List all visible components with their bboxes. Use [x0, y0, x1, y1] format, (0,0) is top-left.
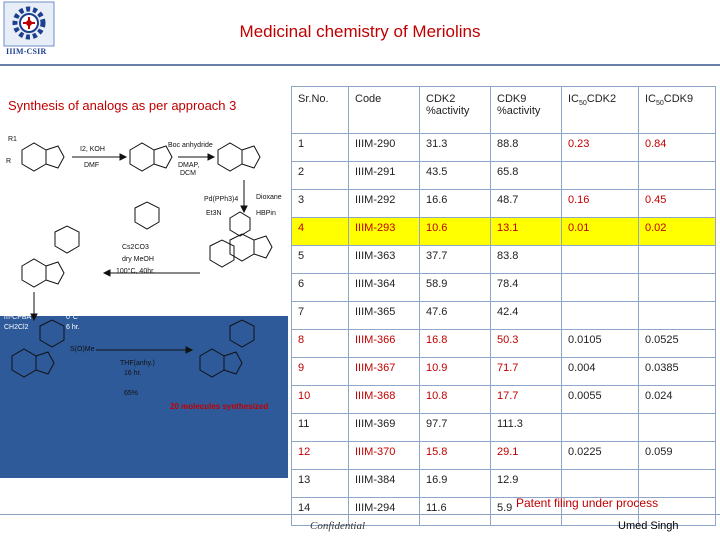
- cell-cdk2-activity: 58.9: [420, 274, 491, 302]
- scheme-label: m-CPBA: [4, 314, 32, 321]
- scheme-label: R1: [8, 136, 17, 143]
- cell-ic50-cdk9: 0.84: [639, 134, 716, 162]
- scheme-label: DMF: [84, 162, 100, 169]
- scheme-label: 100°C, 40hr.: [116, 268, 155, 275]
- cell-ic50-cdk9: 0.059: [639, 442, 716, 470]
- cell-code: IIIM-367: [349, 358, 420, 386]
- cell-ic50-cdk9: [639, 414, 716, 442]
- cell-code: IIIM-364: [349, 274, 420, 302]
- scheme-label: 0°C: [66, 314, 78, 321]
- logo-text: IIIM-CSIR: [6, 47, 47, 56]
- cell-code: IIIM-384: [349, 470, 420, 498]
- cell-ic50-cdk9: 0.024: [639, 386, 716, 414]
- cell-ic50-cdk2: 0.23: [562, 134, 639, 162]
- cell-cdk2-activity: 11.6: [420, 498, 491, 526]
- cell-cdk9-activity: 71.7: [491, 358, 562, 386]
- cell-sr-no: 1: [292, 134, 349, 162]
- header-cdk9-activity: CDK9 %activity: [491, 87, 562, 134]
- header-divider: [0, 64, 720, 66]
- cell-ic50-cdk2: [562, 302, 639, 330]
- cell-code: IIIM-366: [349, 330, 420, 358]
- cell-cdk9-activity: 111.3: [491, 414, 562, 442]
- cell-sr-no: 7: [292, 302, 349, 330]
- author-name: Umed Singh: [618, 520, 679, 532]
- cell-cdk2-activity: 47.6: [420, 302, 491, 330]
- cell-ic50-cdk2: [562, 274, 639, 302]
- cell-cdk2-activity: 16.8: [420, 330, 491, 358]
- cell-cdk9-activity: 17.7: [491, 386, 562, 414]
- cell-cdk9-activity: 42.4: [491, 302, 562, 330]
- scheme-label: dry MeOH: [122, 256, 154, 263]
- cell-cdk2-activity: 31.3: [420, 134, 491, 162]
- cell-ic50-cdk9: [639, 302, 716, 330]
- confidential-label: Confidential: [310, 520, 365, 532]
- cell-sr-no: 12: [292, 442, 349, 470]
- header-code: Code: [349, 87, 420, 134]
- cell-cdk2-activity: 43.5: [420, 162, 491, 190]
- cell-cdk9-activity: 50.3: [491, 330, 562, 358]
- scheme-label: THF(anhy.): [120, 360, 155, 367]
- scheme-label: Et3N: [206, 210, 222, 217]
- table-row: [292, 274, 716, 302]
- cell-sr-no: 5: [292, 246, 349, 274]
- footer-divider: [0, 514, 720, 515]
- scheme-subtitle: Synthesis of analogs as per approach 3: [8, 98, 237, 113]
- cell-ic50-cdk9: [639, 274, 716, 302]
- cell-sr-no: 11: [292, 414, 349, 442]
- scheme-label: S(O)Me: [70, 346, 95, 353]
- cell-cdk2-activity: 97.7: [420, 414, 491, 442]
- cell-ic50-cdk9: [639, 246, 716, 274]
- table-header-row: [292, 87, 716, 134]
- table-row: [292, 358, 716, 386]
- cell-sr-no: 2: [292, 162, 349, 190]
- cdk-activity-table: [291, 86, 716, 526]
- cell-ic50-cdk2: [562, 246, 639, 274]
- cell-cdk9-activity: 13.1: [491, 218, 562, 246]
- header-ic50-cdk2: $IC_{50}CDK2$: [562, 87, 639, 134]
- cell-ic50-cdk2: 0.004: [562, 358, 639, 386]
- cell-ic50-cdk2: 0.01: [562, 218, 639, 246]
- cell-ic50-cdk9: 0.0525: [639, 330, 716, 358]
- table-row: [292, 442, 716, 470]
- cell-cdk9-activity: 12.9: [491, 470, 562, 498]
- cell-ic50-cdk2: 0.0105: [562, 330, 639, 358]
- cell-ic50-cdk9: 0.0385: [639, 358, 716, 386]
- cell-cdk9-activity: 5.9: [491, 498, 562, 526]
- header-ic50-cdk9: $IC_{50}CDK9$: [639, 87, 716, 134]
- cell-code: IIIM-365: [349, 302, 420, 330]
- cell-sr-no: 8: [292, 330, 349, 358]
- slide-title: Medicinal chemistry of Meriolins: [239, 22, 481, 41]
- table-row: [292, 246, 716, 274]
- table-row: [292, 414, 716, 442]
- cell-cdk2-activity: 16.6: [420, 190, 491, 218]
- cell-ic50-cdk9: 0.45: [639, 190, 716, 218]
- cell-code: IIIM-363: [349, 246, 420, 274]
- table-row: [292, 386, 716, 414]
- scheme-label: 65%: [124, 390, 139, 397]
- cell-sr-no: 9: [292, 358, 349, 386]
- cell-code: IIIM-368: [349, 386, 420, 414]
- cell-cdk9-activity: 65.8: [491, 162, 562, 190]
- cell-cdk2-activity: 16.9: [420, 470, 491, 498]
- cell-ic50-cdk2: 0.16: [562, 190, 639, 218]
- scheme-label: HBPin: [256, 210, 276, 217]
- patent-note: Patent filing under process: [516, 496, 659, 510]
- cell-cdk9-activity: 83.8: [491, 246, 562, 274]
- table-row: [292, 218, 716, 246]
- cell-cdk9-activity: 48.7: [491, 190, 562, 218]
- cell-ic50-cdk2: [562, 470, 639, 498]
- cell-cdk2-activity: 10.6: [420, 218, 491, 246]
- cell-cdk2-activity: 10.8: [420, 386, 491, 414]
- cell-code: IIIM-293: [349, 218, 420, 246]
- scheme-note: 20 molecules synthesized: [170, 402, 269, 411]
- cell-code: IIIM-370: [349, 442, 420, 470]
- cell-ic50-cdk9: [639, 162, 716, 190]
- cell-cdk2-activity: 10.9: [420, 358, 491, 386]
- scheme-label: R: [6, 158, 12, 165]
- cell-ic50-cdk2: 0.0055: [562, 386, 639, 414]
- scheme-label: DMAP,: [178, 162, 200, 169]
- scheme-label: 6 hr.: [66, 324, 80, 331]
- cell-cdk2-activity: 37.7: [420, 246, 491, 274]
- reaction-scheme: [0, 128, 296, 414]
- scheme-label: Dioxane: [256, 194, 282, 201]
- table-row: [292, 134, 716, 162]
- cell-cdk9-activity: 29.1: [491, 442, 562, 470]
- cell-ic50-cdk9: 0.02: [639, 218, 716, 246]
- cell-sr-no: 4: [292, 218, 349, 246]
- cell-cdk2-activity: 15.8: [420, 442, 491, 470]
- table-row: [292, 162, 716, 190]
- table-row: [292, 470, 716, 498]
- cell-sr-no: 13: [292, 470, 349, 498]
- scheme-label: Pd(PPh3)4: [204, 196, 239, 203]
- table-row: [292, 190, 716, 218]
- header-cdk2-activity: CDK2 %activity: [420, 87, 491, 134]
- scheme-label: DCM: [180, 170, 196, 177]
- cell-code: IIIM-291: [349, 162, 420, 190]
- cell-ic50-cdk2: [562, 162, 639, 190]
- cell-ic50-cdk2: 0.0225: [562, 442, 639, 470]
- header-sr-no: Sr.No.: [292, 87, 349, 134]
- table-row: [292, 302, 716, 330]
- cell-code: IIIM-294: [349, 498, 420, 526]
- scheme-label: Cs2CO3: [122, 244, 149, 251]
- cell-sr-no: 10: [292, 386, 349, 414]
- scheme-label: CH2Cl2: [4, 324, 29, 331]
- scheme-label: SMe: [88, 236, 103, 243]
- scheme-label: 16 hr.: [124, 370, 142, 377]
- cell-ic50-cdk9: [639, 470, 716, 498]
- cell-code: IIIM-290: [349, 134, 420, 162]
- cell-sr-no: 3: [292, 190, 349, 218]
- cell-cdk9-activity: 78.4: [491, 274, 562, 302]
- scheme-label: I2, KOH: [80, 146, 105, 153]
- cell-cdk9-activity: 88.8: [491, 134, 562, 162]
- cell-code: IIIM-369: [349, 414, 420, 442]
- cell-sr-no: 6: [292, 274, 349, 302]
- cell-ic50-cdk2: [562, 414, 639, 442]
- table-row: [292, 330, 716, 358]
- scheme-label: Boc anhydride: [168, 142, 213, 149]
- cell-sr-no: 14: [292, 498, 349, 526]
- cell-code: IIIM-292: [349, 190, 420, 218]
